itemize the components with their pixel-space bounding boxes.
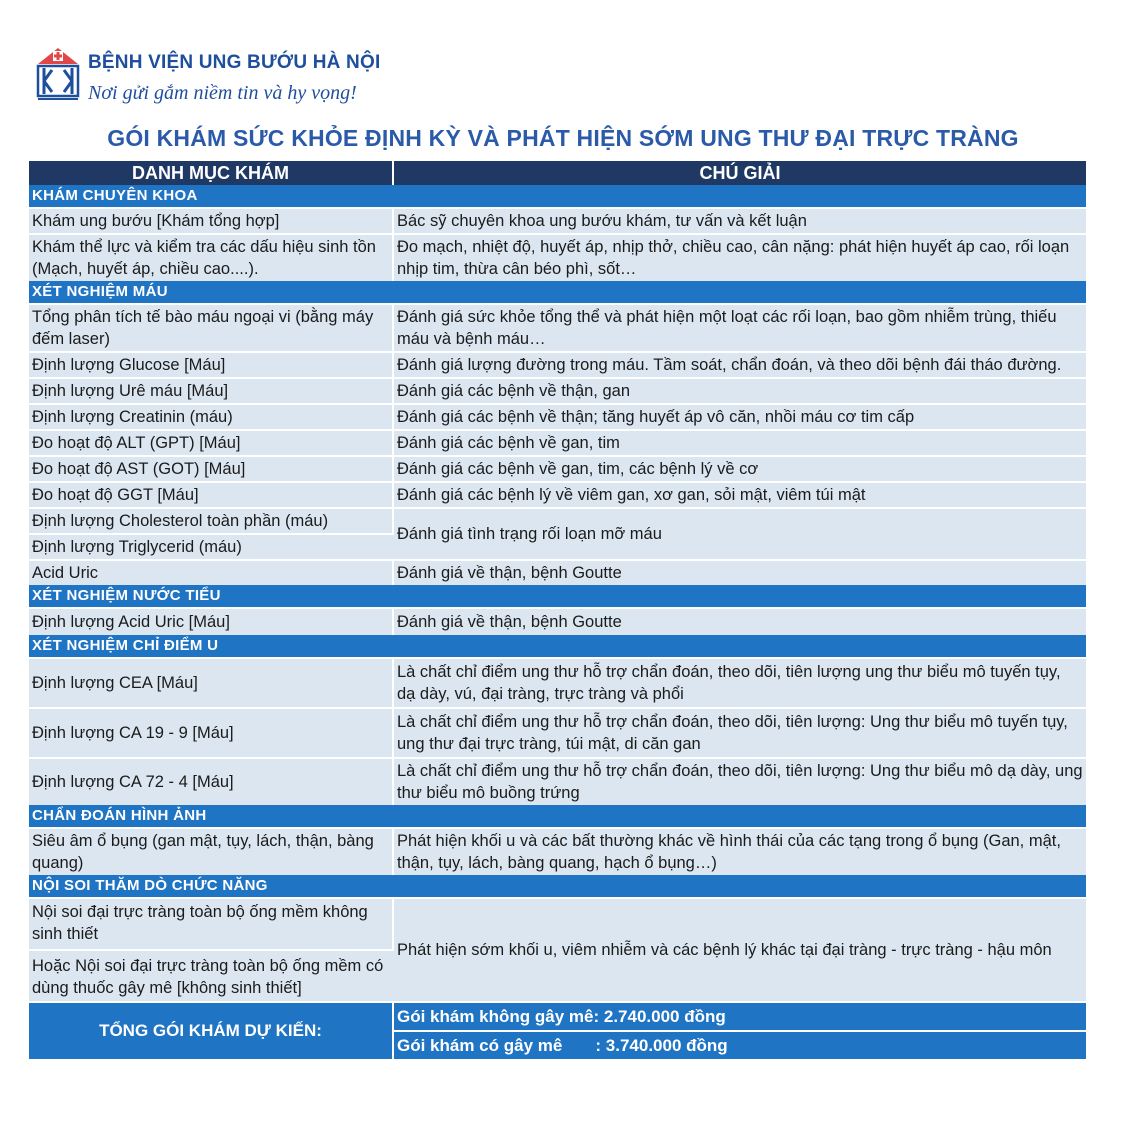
exam-note: Là chất chỉ điểm ung thư hỗ trợ chẩn đoán, theo dõi, tiên lượng ung thư biểu mô tuyến tụy, dạ dày, vú, đại tràng, trực tràng và phổi [393,658,1086,708]
exam-item: Định lượng Triglycerid (máu) [29,534,393,560]
table-row [29,456,1086,482]
section-header: XÉT NGHIỆM CHỈ ĐIỂM U [29,635,1086,658]
table-row [29,208,1086,234]
exam-note: Là chất chỉ điểm ung thư hỗ trợ chẩn đoán, theo dõi, tiên lượng: Ung thư biểu mô tuyến tụy, ung thư đại trực tràng, túi mật, di căn gan [393,708,1086,758]
exam-item: Định lượng CA 19 - 9 [Máu] [29,708,393,758]
exam-note: Đánh giá về thận, bệnh Goutte [393,608,1086,635]
table-row [29,404,1086,430]
exam-item: Đo hoạt độ AST (GOT) [Máu] [29,456,393,482]
exam-note: Đánh giá sức khỏe tổng thể và phát hiện một loạt các rối loạn, bao gồm nhiễm trùng, thiếu máu và bệnh máu… [393,304,1086,352]
table-row [29,828,1086,875]
exam-note: Đánh giá về thận, bệnh Goutte [393,560,1086,585]
section-header: XÉT NGHIỆM NƯỚC TIỂU [29,585,1086,608]
exam-note: Phát hiện sớm khối u, viêm nhiễm và các bệnh lý khác tại đại tràng - trực tràng - hậu môn [393,898,1086,1002]
exam-item: Đo hoạt độ ALT (GPT) [Máu] [29,430,393,456]
exam-item: Tổng phân tích tế bào máu ngoại vi (bằng máy đếm laser) [29,304,393,352]
exam-note: Phát hiện khối u và các bất thường khác về hình thái của các tạng trong ổ bụng (Gan, mật, thận, tụy, lách, bàng quang, hạch ổ bụng…) [393,828,1086,875]
exam-note: Bác sỹ chuyên khoa ung bướu khám, tư vấn và kết luận [393,208,1086,234]
hospital-header [34,44,434,110]
exam-note: Đánh giá các bệnh về gan, tim [393,430,1086,456]
section-header: CHẨN ĐOÁN HÌNH ẢNH [29,805,1086,828]
table-row [29,352,1086,378]
table-row [29,508,1086,534]
table-row [29,430,1086,456]
table-row [29,560,1086,585]
exam-note: Đo mạch, nhiệt độ, huyết áp, nhịp thở, chiều cao, cân nặng: phát hiện huyết áp cao, rối loạn nhịp tim, thừa cân béo phì, sốt… [393,234,1086,281]
exam-note: Đánh giá các bệnh lý về viêm gan, xơ gan, sỏi mật, viêm túi mật [393,482,1086,508]
exam-note: Đánh giá các bệnh về thận; tăng huyết áp vô căn, nhồi máu cơ tim cấp [393,404,1086,430]
price-with-anesthesia: Gói khám có gây mê : 3.740.000 đồng [393,1031,1086,1059]
exam-package-table [29,161,1086,1059]
table-row [29,708,1086,758]
hospital-name: BỆNH VIỆN UNG BƯỚU HÀ NỘI [88,52,381,73]
section-header: XÉT NGHIỆM MÁU [29,281,1086,304]
exam-item: Khám thể lực và kiểm tra các dấu hiệu sinh tồn (Mạch, huyết áp, chiều cao....). [29,234,393,281]
table-row [29,758,1086,805]
exam-note: Là chất chỉ điểm ung thư hỗ trợ chẩn đoán, theo dõi, tiên lượng: Ung thư biểu mô dạ dày, ung thư biểu mô buồng trứng [393,758,1086,805]
exam-item: Định lượng Acid Uric [Máu] [29,608,393,635]
table-row [29,304,1086,352]
exam-note: Đánh giá tình trạng rối loạn mỡ máu [393,508,1086,560]
exam-item: Định lượng Cholesterol toàn phần (máu) [29,508,393,534]
price-no-anesthesia: Gói khám không gây mê: 2.740.000 đồng [393,1002,1086,1031]
exam-item: Định lượng Urê máu [Máu] [29,378,393,404]
exam-note: Đánh giá các bệnh về gan, tim, các bệnh lý về cơ [393,456,1086,482]
exam-item: Khám ung bướu [Khám tổng hợp] [29,208,393,234]
hospital-building-logo [34,44,82,104]
exam-item: Định lượng CA 72 - 4 [Máu] [29,758,393,805]
exam-item: Định lượng Glucose [Máu] [29,352,393,378]
table-row [29,898,1086,950]
column-header-category: DANH MỤC KHÁM [29,161,393,185]
table-row [29,378,1086,404]
exam-note: Đánh giá các bệnh về thận, gan [393,378,1086,404]
exam-note: Đánh giá lượng đường trong máu. Tầm soát, chẩn đoán, và theo dõi bệnh đái tháo đường. [393,352,1086,378]
table-row [29,608,1086,635]
exam-item: Hoặc Nội soi đại trực tràng toàn bộ ống mềm có dùng thuốc gây mê [không sinh thiết] [29,950,393,1002]
exam-item: Đo hoạt độ GGT [Máu] [29,482,393,508]
hospital-slogan: Nơi gửi gắm niềm tin và hy vọng! [88,82,357,104]
total-package-label: TỔNG GÓI KHÁM DỰ KIẾN: [29,1002,393,1059]
exam-item: Nội soi đại trực tràng toàn bộ ống mềm không sinh thiết [29,898,393,950]
exam-item: Acid Uric [29,560,393,585]
table-row [29,482,1086,508]
table-row [29,234,1086,281]
exam-item: Định lượng Creatinin (máu) [29,404,393,430]
column-header-notes: CHÚ GIẢI [393,161,1086,185]
section-header: KHÁM CHUYÊN KHOA [29,185,1086,208]
exam-item: Định lượng CEA [Máu] [29,658,393,708]
page-title: GÓI KHÁM SỨC KHỎE ĐỊNH KỲ VÀ PHÁT HIỆN SỚM UNG THƯ ĐẠI TRỰC TRÀNG [107,125,1019,151]
table-row [29,658,1086,708]
exam-item: Siêu âm ổ bụng (gan mật, tụy, lách, thận, bàng quang) [29,828,393,875]
section-header: NỘI SOI THĂM DÒ CHỨC NĂNG [29,875,1086,898]
